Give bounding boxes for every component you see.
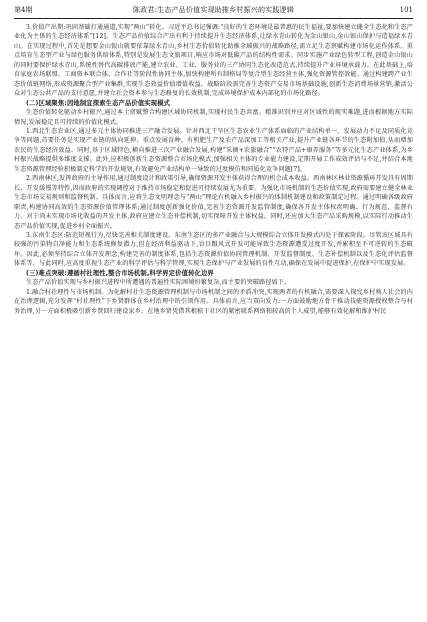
paragraph-southeast: 3.东南生态区:防范短视行为,尽快完善相关制度建设。东南生态区的多产业融合与大规模综合立体开发模式内处于探索阶段。尽管该区域具有较强的污染物自净能力和生态系统修复潜力,但在经济利益驱动下,盲目跟风式开发可能导致生态资源遭受过度开发,并累积至不可逆转的生态破坏。因此,必须坚持综合立体开发理念,构建完善的制度体系,包括生态资源价值协同管理机制、开发监督制度、生态补偿机制以及生态化评估监督体系等。与此同时,应高度重视生态产业的科学评估与科学管理,实现生态保护与产业发展的良性互动,确保在发展中促进保护,在保护中实现发展。 <box>14 231 413 268</box>
section-heading-regional-focus: (二)区域聚焦:因地制宜探索生态产品价值实现模式 <box>26 99 171 107</box>
paragraph-northwest: 1.西北生态农业区,通过多元主体协同推进三产融合发展。针对西北干旱区生态农业生产体系面临的产业结构单一、发展动力不足及同质化竞争等问题,首要任务是实现产业链的纵向延伸。重点发展育种、有机肥生产及农产品深加工等相关产业,提升产业链各环节的生态附加值,从而增加农民的生态经济效益。同时,基于区域特色,横向推进三次产业融合发展,构建“采摘+农旅融合”“农特产品+康养服务”等多元化生态产业体系,为乡村振兴战略提供多维度支撑。此外,应积极创新生态资源整合市场化模式,加强相关主体的专业能力建设,定期开展工作成效评估与不足,并结合本地生态资源管理经验积极制定科学的开发规划,有效避免产业结构单一导致的过度模仿和同质化竞争问题[7]。 <box>14 127 413 173</box>
paragraph-village-rationality: 1.融合村社理性与市场机制。为化解村社生态资源管理机制与市场机制之间的矛盾冲突,实现两者的有机融合,需要深入探究乡村熟人社会的内在治理逻辑,充分发挥“村社理性”下乡贤群体在乡村治理中的引领作用。具体而言,应当双向发力:一方面鼓励地方骨干推动技能资源授权整合与村务治理,另一方面积极吸引新乡贤回归建设家乡。在地乡贤凭借其根植于社区的紧密联系网络和较高的个人威望,能够有效化解和维护村民 <box>14 288 413 315</box>
paragraph-value-output: 3.价值产出期:巩固基础打通通道,实现“两山”转化。习近平总书记强调:“良好的生态环境是最普惠的民生福祉,要加快建立健全生态化和生态产业化为主体的生态经济体系”[12]。生态产品价值综合产出有利于持续提升生态经济体系,让绿水青山转化为金山银山,金山银山保护与造福绿水青山。在实现过程中,首先是想要金山银山就要依靠绿水青山,乡村生态价值转化助推全域振兴的战略路径,需立足生态禀赋构建市场化运作体系。重点培育生态型产业与绿色服务供给体系,特别是发展生态文旅项目,响应市场对低碳产品的结构性需求。同步实施产业绿色转型工程,创造金山银山的同时要保护绿水青山,系统性替代高碳排放产能,建立农业、工业、服务业的三产协同生态化改造范式,持续提升产业环境承载力。在此基础上,培育家庭农场联盟、工商资本联合体、合作社等阶段性协同主体,加快构建所有制格局等复合型生态经营主体,强化资源管控效能。通过构建跨产业生态价值链网络,形成资源聚合型产业集群,实现生态效益价值增值收益。战略阶段需完善生态资产交易市场基础设施,创新生态消费场景营销,激活公众对生态公共产品的支付意愿,并建立社会资本参与生态修复的长效机制,完成环境保护成本内部化的市场化路径。 <box>14 24 413 98</box>
page-number: 101 <box>399 6 413 14</box>
running-title: 陈政君:生态产品价值实现助推乡村振兴的实践逻辑 <box>133 6 294 14</box>
paragraph-regional-intro: 生态价值转化驱动乡村振兴,通过本土禀赋整合构建区域协同机制,实现村民生态共富。精准识别并应对区域性的现实难题,进而根据地方实际情况,发展稳定且可持续的价值化模式。 <box>14 109 413 126</box>
paragraph-breakthrough-intro: 生态产品价值实现与乡村振兴进程中所遭遇的普遍性实际困境纷繁复杂,而主要的突破路径如下。 <box>26 279 291 287</box>
article-body <box>14 23 413 316</box>
issue-number: 第4期 <box>14 6 33 14</box>
running-header <box>14 6 413 19</box>
paragraph-southwest: 2.西南林区,发挥政府的主导作用,通过制度设计和政策引导,确保资源开发主体获得合理的机会成本收益。西南林区林业资源循环开发具有周期长、开发缓慢等特性,因而政府的实现调控对于维持市场稳定和促进可持续发展尤为重要。为强化市场机制的生态价值实现,政府需要建立健全林业生态市场交易规则和监督机制。具体而言,应将生态文明理念与“两山”理论有机融入乡村振兴的体制机制建设和政策制定过程。通过明确各级政府职责,构建协同高效的生态资源价值管理体系;通过制度创新强化价值,完善生态资源开发监管制度,确保各开发主体权责明确、行为规范、监督有力。对于尚未实现市场化收益的开发主体,政府应建立生态补偿机制,切实保障开发主体权益。同时,还应加大生态产品采购规模,以实际行动推动生态产品价值实现,促进乡村全面振兴。 <box>14 175 413 230</box>
section-heading-breakthrough: (三)难点突破:遵循村社理性,整合市场机制,科学界定价值转化边界 <box>26 269 214 277</box>
